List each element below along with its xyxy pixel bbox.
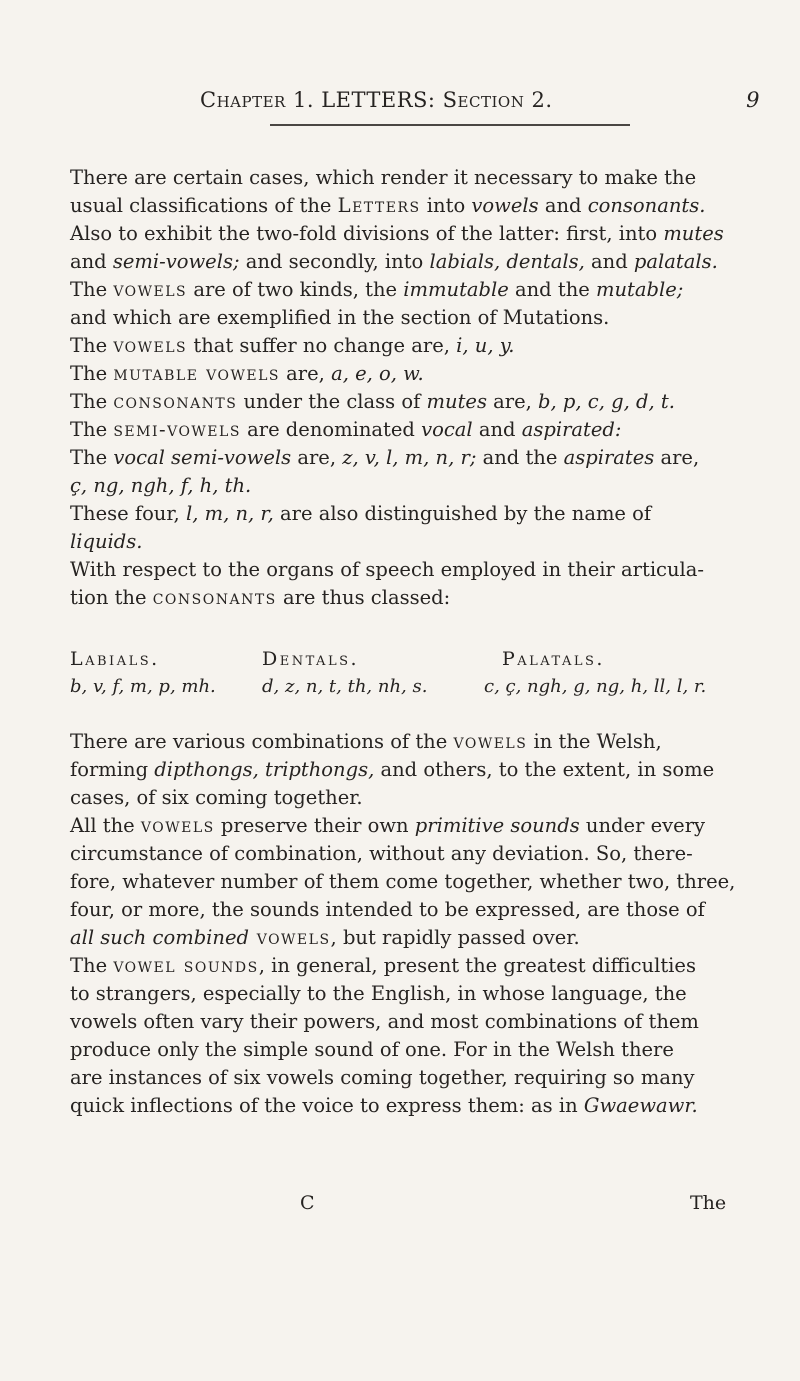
text-line: produce only the simple sound of one. For in the Welsh there: [70, 1038, 674, 1061]
text-line: There are certain cases, which render it necessary to make the: [70, 166, 697, 189]
text-line: circumstance of combination, without any deviation. So, there-: [70, 842, 693, 865]
text-line: All the vowels preserve their own primitive sounds under every: [70, 814, 706, 837]
text-line: are instances of six vowels coming together, requiring so many: [70, 1066, 695, 1089]
header-rule: [270, 124, 630, 126]
signature-mark: C: [300, 1192, 315, 1214]
text-line: liquids.: [70, 530, 143, 553]
text-line: The vocal semi-vowels are, z, v, l, m, n, r; and the aspirates are,: [70, 446, 700, 469]
catchword: The: [690, 1192, 727, 1214]
class-letters-palatals: c, ç, ngh, g, ng, h, ll, l, r.: [484, 676, 707, 697]
text-line: quick inflections of the voice to express them: as in Gwaewawr.: [70, 1094, 698, 1117]
text-line: The semi-vowels are denominated vocal and aspirated:: [70, 418, 622, 441]
class-heading-dentals: Dentals.: [262, 648, 360, 670]
text-line: fore, whatever number of them come together, whether two, three,: [70, 870, 736, 893]
text-line: all such combined vowels, but rapidly passed over.: [70, 926, 580, 949]
text-line: The vowel sounds, in general, present the greatest difficulties: [70, 954, 696, 977]
text-line: There are various combinations of the vowels in the Welsh,: [70, 730, 662, 753]
text-line: to strangers, especially to the English, in whose language, the: [70, 982, 687, 1005]
running-title: Chapter 1. LETTERS: Section 2.: [200, 88, 553, 112]
text-line: and semi-vowels; and secondly, into labials, dentals, and palatals.: [70, 250, 718, 273]
text-line: The vowels that suffer no change are, i, u, y.: [70, 334, 515, 357]
class-letters-labials: b, v, f, m, p, mh.: [70, 676, 216, 697]
running-header: [200, 84, 760, 118]
text-line: ç, ng, ngh, f, h, th.: [70, 474, 252, 497]
text-line: four, or more, the sounds intended to be expressed, are those of: [70, 898, 705, 921]
text-line: tion the consonants are thus classed:: [70, 586, 451, 609]
text-line: and which are exemplified in the section of Mutations.: [70, 306, 610, 329]
text-line: These four, l, m, n, r, are also distinguished by the name of: [70, 502, 652, 525]
text-line: usual classifications of the Letters into vowels and consonants.: [70, 194, 706, 217]
text-line: The consonants under the class of mutes are, b, p, c, g, d, t.: [70, 390, 675, 413]
text-line: cases, of six coming together.: [70, 786, 363, 809]
page-number: 9: [746, 88, 760, 112]
text-line: With respect to the organs of speech employed in their articula-: [70, 558, 704, 581]
class-letters-dentals: d, z, n, t, th, nh, s.: [262, 676, 428, 697]
text-line: vowels often vary their powers, and most combinations of them: [70, 1010, 699, 1033]
class-heading-palatals: Palatals.: [502, 648, 605, 670]
text-line: The vowels are of two kinds, the immutable and the mutable;: [70, 278, 684, 301]
text-line: Also to exhibit the two-fold divisions of the latter: first, into mutes: [70, 222, 724, 245]
text-line: The mutable vowels are, a, e, o, w.: [70, 362, 424, 385]
class-heading-labials: Labials.: [70, 648, 160, 670]
text-line: forming dipthongs, tripthongs, and others, to the extent, in some: [70, 758, 715, 781]
